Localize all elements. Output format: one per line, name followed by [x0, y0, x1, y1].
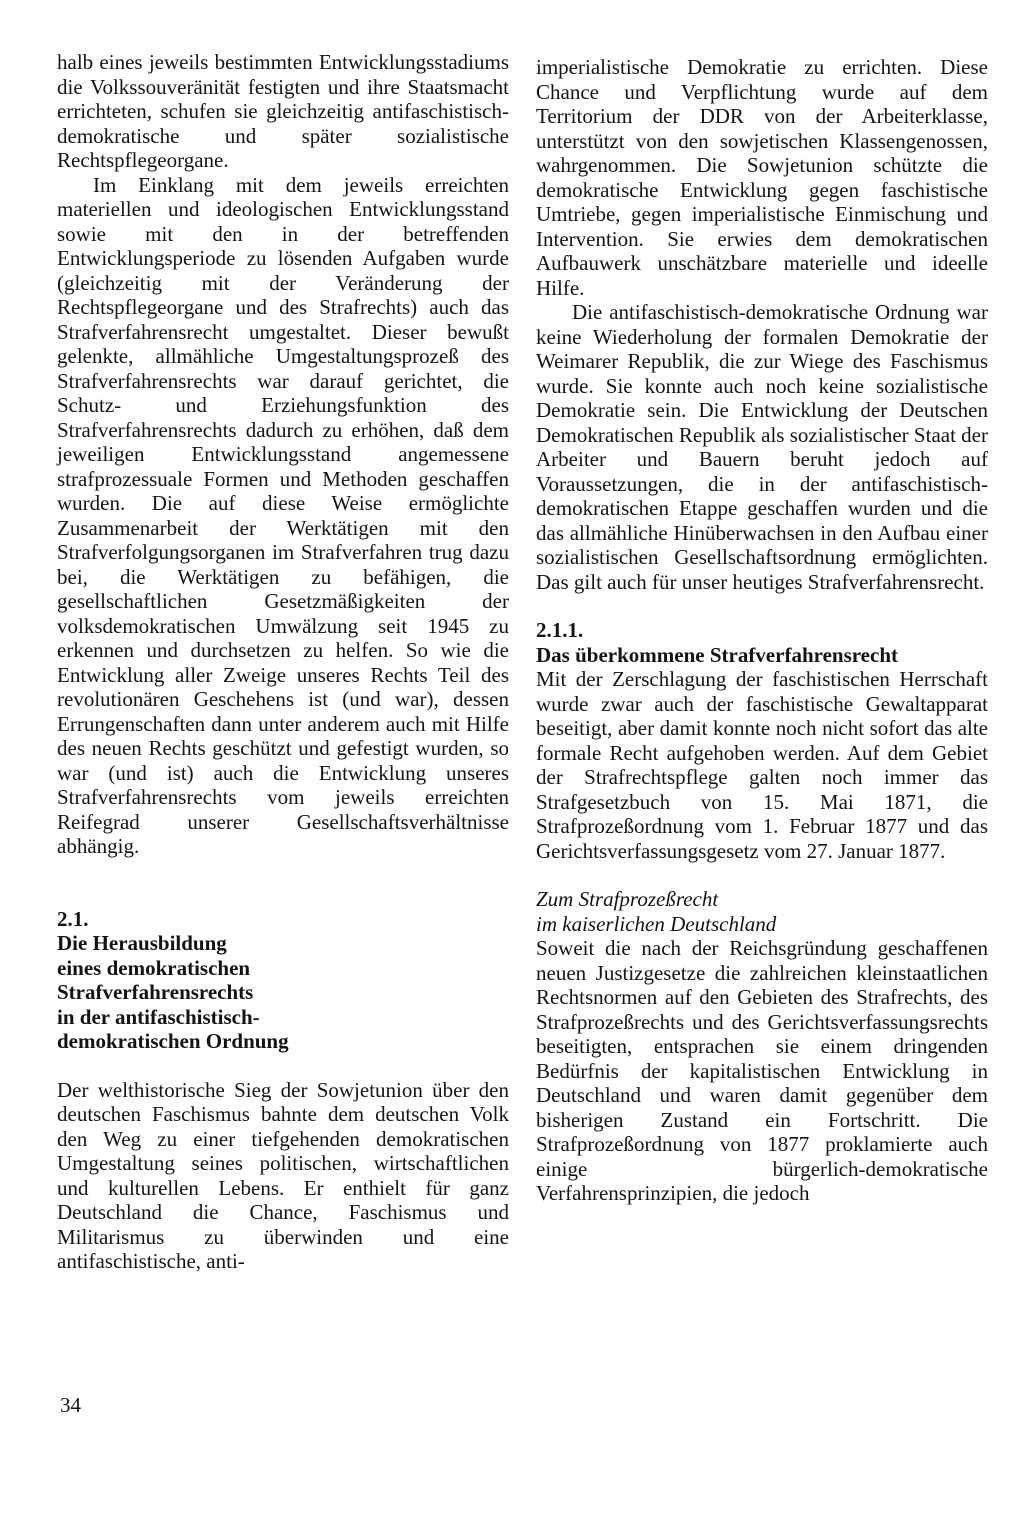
subsection-title: Das überkommene Strafverfahrensrecht [536, 642, 898, 667]
subsection-number: 2.1.1. [536, 618, 584, 642]
section-number: 2.1. [57, 906, 89, 931]
page-number: 34 [60, 1393, 81, 1417]
paragraph: Mit der Zerschlagung der faschistischen Herrschaft wurde zwar auch der faschistische Gewaltapparat beseitigt, aber damit konnte noch nicht sofort das alte formale Recht aufgehoben werden. Auf dem Gebiet der Strafrechtspflege galten noch immer das Strafgesetzbuch von 15. Mai 1871, die Strafprozeßordnung vom 1. Februar 1877 und das Gerichtsverfassungsgesetz vom 27. Januar 1877. [536, 667, 988, 863]
italic-heading: Zum Strafprozeßrecht im kaiserlichen Deutschland [536, 887, 777, 936]
left-column [57, 50, 509, 1274]
paragraph: halb eines jeweils bestimmten Entwicklungsstadiums die Volkssouveränität festigten und ihre Staatsmacht errichteten, schufen sie gleichzeitig antifaschistisch-demokratische und später sozialistische Rechtspflegeorgane. [57, 50, 509, 172]
paragraph: Der welthistorische Sieg der Sowjetunion über den deutschen Faschismus bahnte dem deutschen Volk den Weg zu einer tiefgehenden demokratischen Umgestaltung seines politischen, wirtschaftlichen und kulturellen Lebens. Er enthielt für ganz Deutschland die Chance, Faschismus und Militarismus zu überwinden und eine antifaschistische, anti- [57, 1077, 509, 1273]
paragraph: Soweit die nach der Reichsgründung geschaffenen neuen Justizgesetze die zahlreichen kleinstaatlichen Rechtsnormen auf den Gebieten des Strafrechts, des Strafprozeßrechts und des Gerichtsverfassungsrechts beseitigten, entsprachen sie einem dringenden Bedürfnis der kapitalistischen Entwicklung in Deutschland und waren damit gegenüber dem bisherigen Zustand ein Fortschritt. Die Strafprozeßordnung von 1877 proklamierte auch einige bürgerlich-demokratische Verfahrensprinzipien, die jedoch [536, 936, 988, 1205]
paragraph: Die antifaschistisch-demokratische Ordnung war keine Wiederholung der formalen Demokratie der Weimarer Republik, die zur Wiege des Faschismus wurde. Sie konnte auch noch keine sozialistische Demokratie sein. Die Entwicklung der Deutschen Demokratischen Republik als sozialistischer Staat der Arbeiter und Bauern beruht jedoch auf Voraussetzungen, die in der antifaschistisch-demokratischen Etappe geschaffen wurden und die das allmähliche Hinüberwachsen in den Aufbau einer sozialistischen Gesellschaftsordnung ermöglichten. Das gilt auch für unser heutiges Strafverfahrensrecht. [536, 300, 988, 594]
paragraph: imperialistische Demokratie zu errichten. Diese Chance und Verpflichtung wurde auf dem Territorium der DDR von der Arbeiterklasse, unterstützt von den sowjetischen Klassengenossen, wahrgenommen. Die Sowjetunion schützte die demokratische Entwicklung gegen faschistische Umtriebe, gegen imperialistische Einmischung und Intervention. Sie erwies dem demokratischen Aufbauwerk unschätzbare materielle und ideelle Hilfe. [536, 55, 988, 300]
right-column [536, 55, 988, 1206]
paragraph: Im Einklang mit dem jeweils erreichten materiellen und ideologischen Entwicklungsstand sowie mit den in der betreffenden Entwicklungsperiode zu lösenden Aufgaben wurde (gleichzeitig mit der Veränderung der Rechtspflegeorgane und des Strafrechts) auch das Strafverfahrensrecht umgestaltet. Dieser bewußt gelenkte, allmähliche Umgestaltungsprozeß des Strafverfahrensrechts war darauf gerichtet, die Schutz- und Erziehungsfunktion des Strafverfahrensrechts dadurch zu erhöhen, daß dem jeweiligen Entwicklungsstand angemessene strafprozessuale Formen und Methoden geschaffen wurden. Die auf diese Weise ermöglichte Zusammenarbeit der Werktätigen mit den Strafverfolgungsorganen im Strafverfahren trug dazu bei, die Werktätigen zu befähigen, die gesellschaftlichen Gesetzmäßigkeiten der volksdemokratischen Umwälzung seit 1945 zu erkennen und durchsetzen zu helfen. So wie die Entwicklung aller Zweige unseres Rechts Teil des revolutionären Geschehens ist (und war), dessen Errungenschaften dann unter anderem auch mit Hilfe des neuen Rechts geschützt und gefestigt wurden, so war (und ist) auch die Entwicklung unseres Strafverfahrensrechts vom jeweils erreichten Reifegrad unserer Gesellschaftsverhältnisse abhängig. [57, 172, 509, 858]
section-title: Die Herausbildung eines demokratischen Strafverfahrensrechts in der antifaschistisch- demokratischen Ordnung [57, 931, 289, 1053]
